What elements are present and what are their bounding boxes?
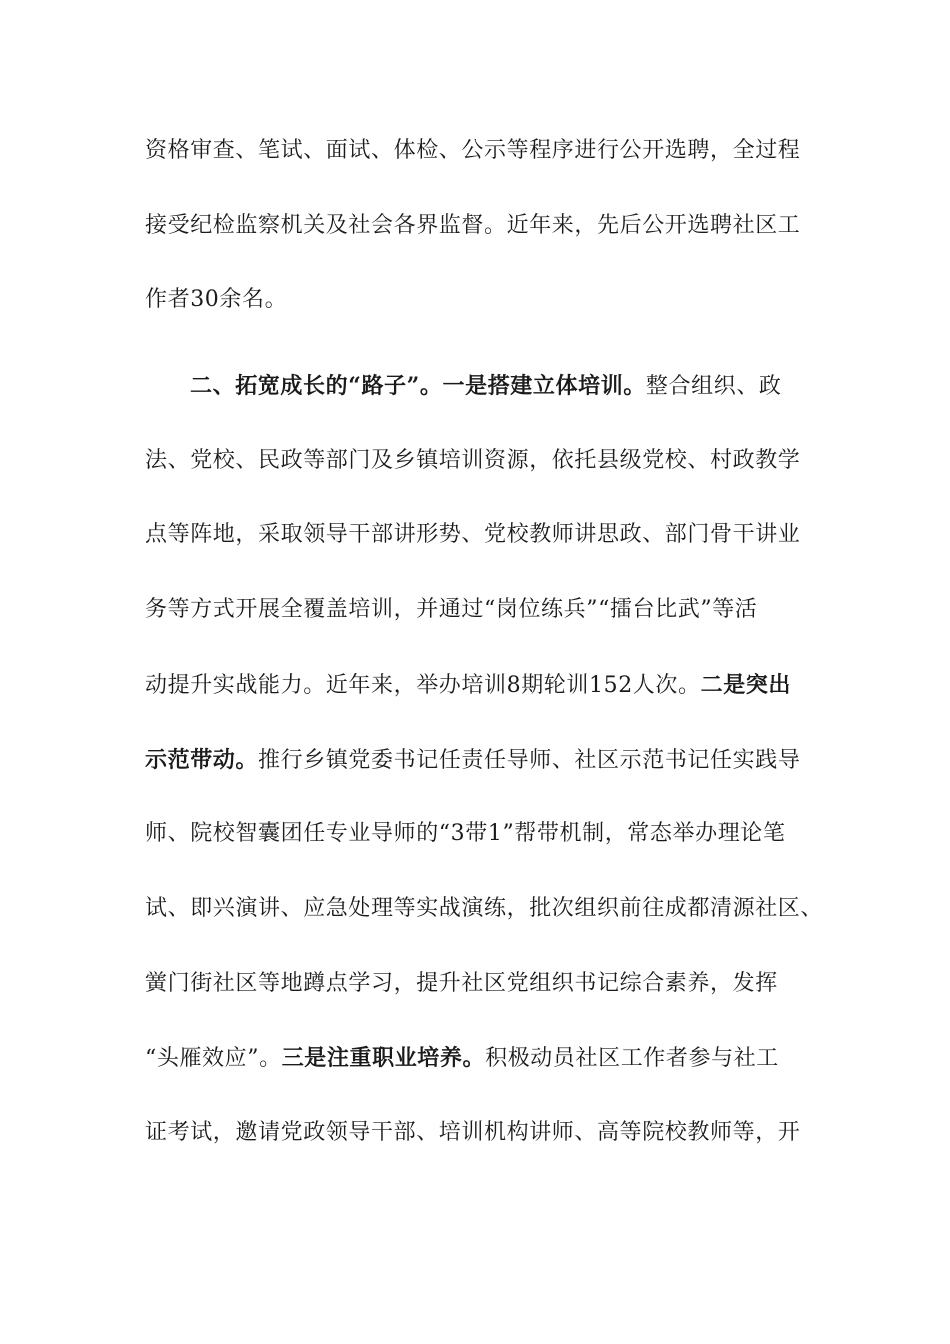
text-segment: 积极动员社区工作者参与社工 [485, 1046, 779, 1071]
text-segment: 接受纪检监察机关及社会各界监督。近年来，先后公开选聘社区工 [145, 213, 801, 238]
text-line-7 [145, 595, 757, 625]
text-segment: 师、院校智囊团任专业导师的“3带1”帮带机制，常态举办理论笔 [145, 821, 786, 846]
text-segment: 推行乡镇党委书记任责任导师、社区示范书记任实践导 [258, 748, 801, 773]
text-segment: 试、即兴演讲、应急处理等实战演练，批次组织前往成都清源社区、 [145, 896, 824, 921]
text-segment: 资格审查、笔试、面试、体检、公示等程序进行公开选聘，全过程 [145, 138, 801, 163]
text-line-3 [145, 285, 287, 315]
text-line-13 [145, 1043, 779, 1074]
bold-phrase: 三是注重职业培养。 [281, 1045, 486, 1071]
text-segment: 黉门街社区等地蹲点学习，提升社区党组织书记综合素养，发挥 [145, 971, 778, 996]
text-segment: 动提升实战能力。近年来，举办培训8期轮训152人次。 [145, 673, 701, 698]
text-line-14 [145, 1118, 800, 1148]
bold-phrase: 示范带动。 [145, 747, 259, 773]
text-segment: 作者30余名。 [145, 287, 288, 312]
text-segment: 点等阵地，采取领导干部讲形势、党校教师讲思政、部门骨干讲业 [145, 522, 801, 547]
text-segment: 法、党校、民政等部门及乡镇培训资源，依托县级党校、村政教学 [145, 448, 801, 473]
text-segment: 证考试，邀请党政领导干部、培训机构讲师、高等院校教师等，开 [145, 1120, 801, 1145]
text-line-12 [145, 969, 778, 999]
section-heading: 二、拓宽成长的“路子”。一是搭建立体培训。 [190, 373, 646, 399]
text-line-11 [145, 894, 823, 924]
text-segment: 务等方式开展全覆盖培训，并通过“岗位练兵”“擂台比武”等活 [145, 597, 758, 622]
text-line-8 [145, 670, 791, 701]
text-line-9 [145, 745, 800, 776]
bold-phrase: 二是突出 [700, 672, 791, 698]
text-line-6 [145, 520, 800, 550]
text-segment: 整合组织、政 [645, 374, 782, 399]
text-line-1 [145, 136, 800, 166]
text-line-4-section-heading [190, 371, 782, 402]
text-line-2 [145, 211, 800, 241]
text-segment: “头雁效应”。 [145, 1046, 282, 1071]
text-line-10 [145, 819, 786, 849]
text-line-5 [145, 446, 800, 476]
